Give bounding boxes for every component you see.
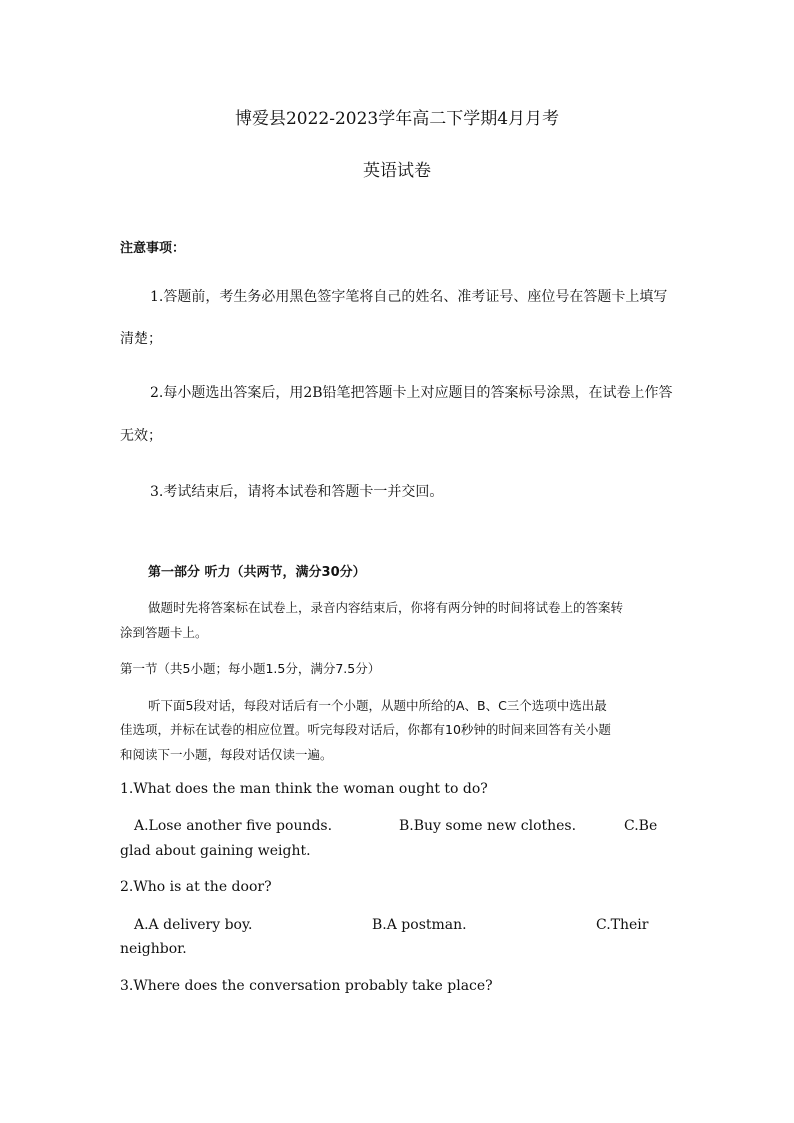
question-2-option-b: B.A postman. [372,917,467,933]
question-1-option-c: C.Be [624,818,658,834]
notice-item-1-line-1: 1.答题前，考生务必用黑色签字笔将自己的姓名、准考证号、座位号在答题卡上填写 [150,289,668,305]
part1-instruction-line-2: 涂到答题卡上。 [120,625,208,640]
notice-item-2-line-2: 无效； [120,428,162,444]
question-2-stem: 2.Who is at the door? [120,879,272,895]
notice-heading: 注意事项： [120,241,186,256]
question-1-stem: 1.What does the man think the woman ought to do? [120,781,488,797]
page-subtitle: 英语试卷 [363,161,431,181]
question-3-stem: 3.Where does the conversation probably take place? [120,978,493,994]
notice-item-1-line-2: 清楚； [120,331,162,347]
part1-heading: 第一部分 听力（共两节，满分30分） [148,565,366,580]
question-2-option-a: A.A delivery boy. [134,917,253,933]
section1-instruction-line-2: 佳选项，并标在试卷的相应位置。听完每段对话后，你都有10秒钟的时间来回答有关小题 [120,722,611,737]
section1-instruction-line-1: 听下面5段对话，每段对话后有一个小题，从题中所给的A、B、C三个选项中选出最 [148,698,607,713]
notice-item-3: 3.考试结束后，请将本试卷和答题卡一并交回。 [150,484,444,500]
question-2-option-c: C.Their [596,917,649,933]
section1-heading: 第一节（共5小题；每小题1.5分，满分7.5分） [120,661,381,676]
question-1-option-a: A.Lose another five pounds. [134,818,333,834]
question-1-option-c-continued: glad about gaining weight. [120,843,311,859]
page-title: 博爱县2022-2023学年高二下学期4月月考 [234,109,560,129]
section1-instruction-line-3: 和阅读下一小题，每段对话仅读一遍。 [120,747,333,762]
part1-instruction-line-1: 做题时先将答案标在试卷上，录音内容结束后，你将有两分钟的时间将试卷上的答案转 [148,600,624,615]
question-1-option-b: B.Buy some new clothes. [399,818,577,834]
notice-item-2-line-1: 2.每小题选出答案后，用2B铅笔把答题卡上对应题目的答案标号涂黑，在试卷上作答 [150,385,673,401]
question-2-option-c-continued: neighbor. [120,941,187,957]
